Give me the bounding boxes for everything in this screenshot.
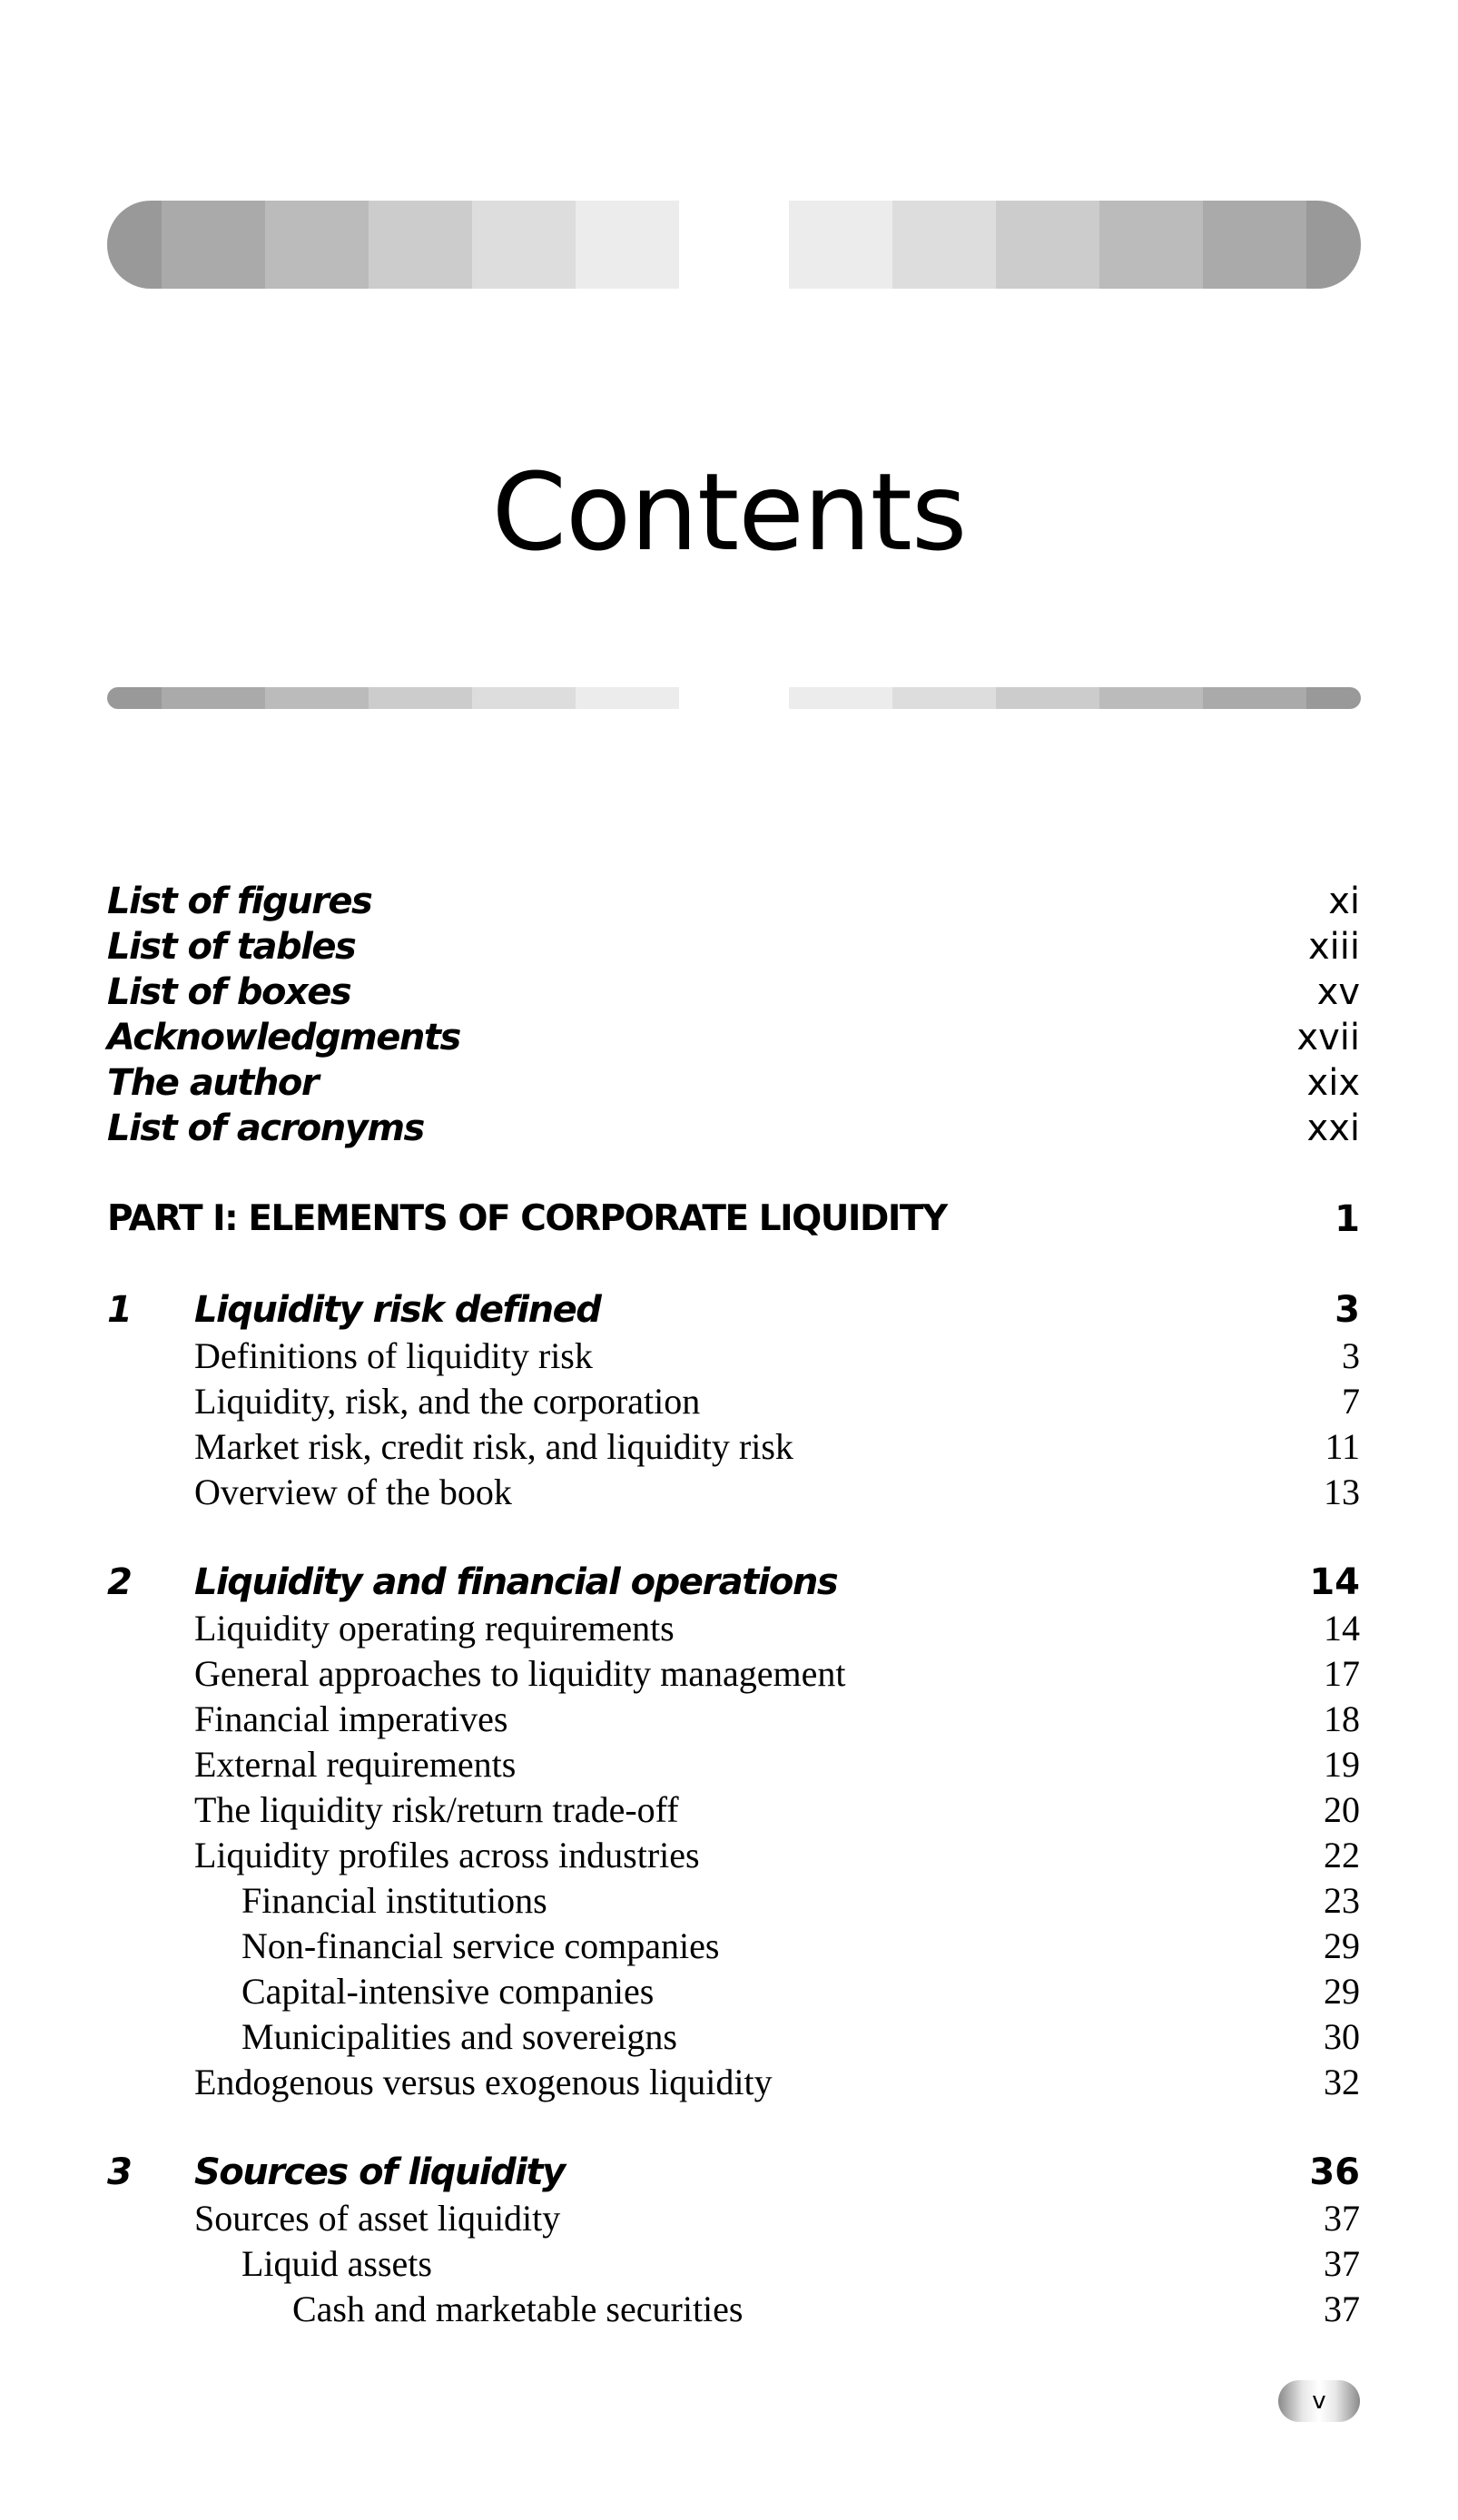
page-title: Contents [491, 449, 967, 575]
toc-entry-label: Definitions of liquidity risk [194, 1335, 593, 1376]
bar-segment [892, 687, 996, 709]
toc-entry-page: 18 [1324, 1698, 1360, 1739]
bar-segment [369, 687, 472, 709]
bar-segment [1099, 687, 1203, 709]
toc-entry-chapter[interactable] [107, 1289, 1360, 1334]
bar-segment [472, 201, 576, 289]
toc-entry-label: Endogenous versus exogenous liquidity [194, 2062, 773, 2102]
toc-entry-section[interactable] [107, 1471, 1360, 1516]
bar-segment [996, 687, 1099, 709]
toc-entry-part[interactable] [107, 1198, 1360, 1244]
toc-entry-page: 32 [1324, 2062, 1360, 2102]
toc-entry-section[interactable] [107, 1607, 1360, 1652]
divider-bar-right [789, 687, 1361, 709]
toc-entry-label: The author [107, 1062, 319, 1104]
toc-entry-subsection[interactable] [107, 2242, 1360, 2288]
toc-entry-front-matter[interactable] [107, 1107, 1360, 1153]
bar-segment [1306, 687, 1361, 709]
toc-entry-label: Capital-intensive companies [241, 1971, 655, 2012]
toc-entry-label: List of boxes [107, 971, 351, 1013]
toc-entry-label: Acknowledgments [107, 1017, 460, 1058]
toc-entry-label: Financial imperatives [194, 1698, 508, 1739]
toc-entry-page: 36 [1309, 2151, 1360, 2193]
toc-entry-label: The liquidity risk/return trade-off [194, 1789, 679, 1830]
toc-entry-page: 7 [1342, 1381, 1360, 1422]
toc-entry-page: 37 [1324, 2243, 1360, 2284]
toc-entry-section[interactable] [107, 1743, 1360, 1788]
bar-segment [1306, 201, 1361, 289]
toc-entry-page: 14 [1309, 1561, 1360, 1603]
chapter-title: Liquidity and financial operations [194, 1561, 838, 1603]
toc-entry-page: 3 [1342, 1335, 1360, 1376]
chapter-number: 1 [107, 1289, 133, 1331]
toc-entry-page: 3 [1335, 1289, 1360, 1331]
bar-segment [265, 687, 369, 709]
toc-entry-label: Cash and marketable securities [292, 2289, 744, 2329]
bar-segment [107, 687, 162, 709]
bar-segment [1099, 201, 1203, 289]
bar-segment [892, 201, 996, 289]
toc-entry-label: Market risk, credit risk, and liquidity risk [194, 1426, 793, 1467]
header-bar-right [789, 201, 1361, 289]
toc-entry-page: 1 [1335, 1198, 1360, 1240]
bar-segment [265, 201, 369, 289]
toc-entry-front-matter[interactable] [107, 1062, 1360, 1107]
bar-segment [576, 687, 679, 709]
bar-segment [789, 687, 892, 709]
page-number-badge [1278, 2380, 1360, 2422]
toc-entry-front-matter[interactable] [107, 971, 1360, 1017]
toc-entry-page: 11 [1325, 1426, 1360, 1467]
toc-entry-page: xvii [1296, 1017, 1360, 1058]
toc-entry-subsection[interactable] [107, 1970, 1360, 2015]
toc-entry-subsection[interactable] [107, 1924, 1360, 1970]
bar-segment [1203, 201, 1306, 289]
toc-entry-page: 19 [1324, 1744, 1360, 1785]
toc-entry-page: xix [1306, 1062, 1360, 1104]
toc-entry-label: Overview of the book [194, 1472, 512, 1512]
toc-entry-label: List of acronyms [107, 1107, 424, 1149]
toc-entry-page: 17 [1324, 1653, 1360, 1694]
toc-entry-page: 29 [1324, 1925, 1360, 1966]
toc-entry-page: 13 [1324, 1472, 1360, 1512]
toc-entry-section[interactable] [107, 2197, 1360, 2242]
toc-entry-page: 37 [1324, 2289, 1360, 2329]
toc-entry-page: 37 [1324, 2198, 1360, 2239]
divider-bar-left [107, 687, 679, 709]
toc-entry-section[interactable] [107, 1788, 1360, 1834]
toc-entry-page: 20 [1324, 1789, 1360, 1830]
toc-entry-page: xxi [1306, 1107, 1360, 1149]
bar-segment [1203, 687, 1306, 709]
toc-entry-label: General approaches to liquidity management [194, 1653, 846, 1694]
toc-entry-page: xv [1316, 971, 1360, 1013]
toc-entry-section[interactable] [107, 1652, 1360, 1698]
toc-entry-chapter[interactable] [107, 1561, 1360, 1607]
bar-segment [369, 201, 472, 289]
header-bar-left [107, 201, 679, 289]
toc-entry-label: External requirements [194, 1744, 517, 1785]
chapter-number: 3 [107, 2151, 133, 2193]
toc-entry-label: Non-financial service companies [241, 1925, 720, 1966]
bar-segment [162, 201, 265, 289]
toc-entry-label: Liquidity operating requirements [194, 1608, 675, 1649]
chapter-title: Liquidity risk defined [194, 1289, 601, 1331]
toc-entry-label: List of tables [107, 926, 356, 968]
toc-entry-subsubsection[interactable] [107, 2288, 1360, 2333]
bar-segment [576, 201, 679, 289]
toc-entry-front-matter[interactable] [107, 1017, 1360, 1062]
toc-entry-subsection[interactable] [107, 1879, 1360, 1924]
bar-segment [996, 201, 1099, 289]
toc-entry-section[interactable] [107, 1380, 1360, 1425]
toc-entry-page: xi [1328, 881, 1360, 922]
toc-entry-chapter[interactable] [107, 2151, 1360, 2197]
bar-segment [162, 687, 265, 709]
toc-entry-label: Financial institutions [241, 1880, 547, 1921]
toc-entry-label: Liquidity profiles across industries [194, 1835, 700, 1875]
toc-entry-page: 30 [1324, 2016, 1360, 2057]
toc-entry-section[interactable] [107, 1698, 1360, 1743]
toc-entry-section[interactable] [107, 1425, 1360, 1471]
toc-entry-section[interactable] [107, 2061, 1360, 2106]
toc-entry-label: Liquidity, risk, and the corporation [194, 1381, 701, 1422]
bar-segment [472, 687, 576, 709]
toc-entry-section[interactable] [107, 1334, 1360, 1380]
toc-entry-front-matter[interactable] [107, 881, 1360, 926]
toc-entry-page: 29 [1324, 1971, 1360, 2012]
toc-entry-page: xiii [1307, 926, 1360, 968]
page-number: v [1312, 2387, 1326, 2415]
toc-entry-label: List of figures [107, 881, 372, 922]
toc-entry-section[interactable] [107, 1834, 1360, 1879]
bar-segment [789, 201, 892, 289]
toc-entry-page: 22 [1324, 1835, 1360, 1875]
bar-segment [107, 201, 162, 289]
toc-entry-page: 23 [1324, 1880, 1360, 1921]
toc-entry-subsection[interactable] [107, 2015, 1360, 2061]
toc-entry-label: Municipalities and sovereigns [241, 2016, 677, 2057]
chapter-title: Sources of liquidity [194, 2151, 565, 2193]
toc-entry-label: Liquid assets [241, 2243, 432, 2284]
toc-entry-front-matter[interactable] [107, 926, 1360, 971]
toc-entry-page: 14 [1324, 1608, 1360, 1649]
part-title: PART I: ELEMENTS OF CORPORATE LIQUIDITY [107, 1198, 947, 1239]
chapter-number: 2 [107, 1561, 133, 1603]
toc-entry-label: Sources of asset liquidity [194, 2198, 561, 2239]
